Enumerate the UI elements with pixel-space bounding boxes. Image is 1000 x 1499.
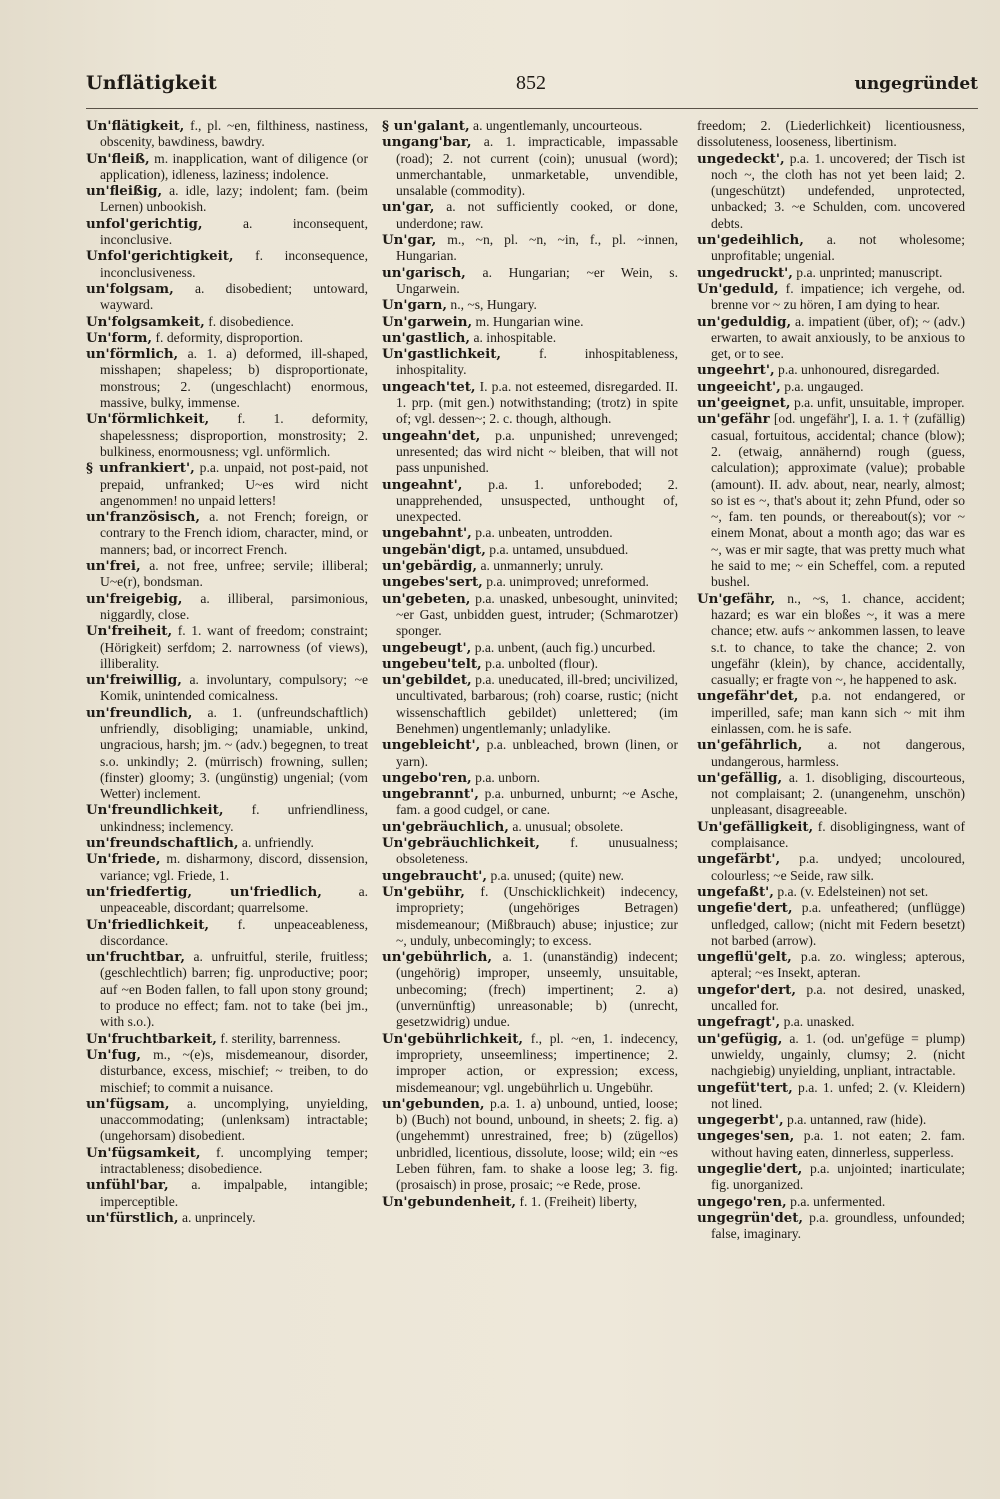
dictionary-entry — [86, 314, 368, 330]
headword: ungang'bar, — [382, 134, 472, 151]
dictionary-entry — [382, 199, 678, 232]
headword: ungedeckt', — [697, 150, 785, 167]
dictionary-entry — [382, 574, 678, 590]
dictionary-entry — [382, 525, 678, 541]
definition: a. idle, lazy; indolent; fam. (beim Lernen) unbookish. — [100, 183, 368, 215]
headword: ungebän'digt, — [382, 541, 486, 558]
definition: f. deformity, disproportion. — [155, 329, 303, 345]
headword: Un'freiheit, — [86, 623, 173, 640]
dictionary-entry — [382, 786, 678, 819]
definition: p.a. (v. Edelsteinen) not set. — [777, 883, 929, 899]
definition: p.a. 1. uncovered; der Tisch ist noch ~, the cloth has not yet been laid; 2. (ungeschützt) undefended, unprotected, unbacked; 3. ~e Schulden, com. uncovered debts. — [711, 150, 965, 231]
dictionary-entry — [86, 248, 368, 281]
dictionary-entry — [697, 884, 965, 900]
definition: p.a. unjointed; inarticulate; fig. unorganized. — [711, 1161, 966, 1193]
headword: Un'flätigkeit, — [86, 118, 185, 134]
dictionary-entry — [697, 1031, 965, 1080]
headword: un'geduldig, — [697, 313, 792, 330]
definition: a. ungentlemanly, uncourteous. — [473, 118, 643, 133]
headword: un'gebunden, — [382, 1095, 485, 1112]
headword: ungefragt', — [697, 1014, 781, 1031]
definition: a. impatient (über, of); ~ (adv.) erwarten, to await anxiously, to be anxious to get, or to see. — [711, 313, 965, 362]
dictionary-entry — [86, 705, 368, 803]
headword: ungegrün'det, — [697, 1209, 804, 1226]
headword: un'geeignet, — [697, 395, 791, 412]
dictionary-entry — [697, 314, 965, 363]
dictionary-entry — [382, 297, 678, 313]
headword: ungebeu'telt, — [382, 655, 482, 672]
definition: p.a. unasked, unbesought, uninvited; ~er Gast, unbidden guest, intruder; (Schmarotzer) sponger. — [396, 590, 679, 639]
dictionary-entry — [382, 346, 678, 379]
dictionary-entry — [86, 672, 368, 705]
dictionary-entry — [382, 558, 678, 574]
definition: a. not sufficiently cooked, or done, underdone; raw. — [396, 199, 678, 231]
definition: p.a. 1. a) unbound, untied, loose; b) (Buch) not bound, unbound, in sheets; 2. fig. a) (ungehemmt) unrestrained, free; b) (zügellos) unbridled, licentious, dissolute, loose; wild; ein ~es Leben führen, fam. to shake a loose leg; 3. fig. (prosaisch) in prose, prosaic; ~e Rede, prose. — [396, 1095, 678, 1193]
page-number: 852 — [516, 72, 546, 94]
dictionary-entry — [86, 216, 368, 249]
definition: p.a. unbeaten, untrodden. — [475, 525, 613, 541]
headword: ungefie'dert, — [697, 900, 793, 917]
dictionary-entry — [382, 1096, 678, 1194]
dictionary-entry — [86, 1047, 368, 1096]
headword: ungefor'dert, — [697, 981, 796, 998]
dictionary-entry — [382, 477, 678, 526]
definition: f. uncomplying temper; intractableness; disobedience. — [100, 1144, 368, 1176]
definition: a. 1. impracticable, impassable (road); 2. not current (coin); unusual (word); unmerchantable, unmarketable, unvendible, unsalable (commodity). — [396, 134, 678, 199]
headword: ungeges'sen, — [697, 1128, 795, 1145]
dictionary-entry — [86, 1031, 368, 1047]
headword: Un'gebundenheit, — [382, 1193, 517, 1210]
definition: p.a. unhonoured, disregarded. — [778, 362, 940, 378]
headword: un'gebeten, — [382, 590, 471, 607]
definition: p.a. not endangered, or imperilled, safe; man kann sich ~ mit ihm einlassen, com. he is safe. — [711, 688, 966, 736]
headword: un'friedfertig, un'friedlich, — [86, 883, 322, 900]
headword: ungego'ren, — [697, 1193, 787, 1210]
headword: ungeglie'dert, — [697, 1161, 803, 1177]
dictionary-entry — [86, 851, 368, 884]
headword: ungeflü'gelt, — [697, 949, 792, 966]
definition: p.a. groundless, unfounded; false, imaginary. — [711, 1209, 965, 1242]
definition: a. inconsequent, inconclusive. — [100, 215, 368, 248]
headword: Un'gebühr, — [382, 883, 465, 900]
headword: ungebo'ren, — [382, 769, 472, 786]
definition: p.a. unasked. — [783, 1014, 855, 1030]
definition: f. impatience; ich vergehe, od. brenne vor ~ zu hören, I am dying to hear. — [711, 280, 965, 313]
dictionary-entry — [86, 835, 368, 851]
dictionary-entry — [697, 1128, 965, 1161]
dictionary-entry — [86, 1145, 368, 1178]
definition: p.a. unbolted (flour). — [485, 655, 598, 671]
definition: p.a. untanned, raw (hide). — [787, 1112, 927, 1128]
page-header — [86, 72, 978, 102]
header-left-guide-word: Unflätigkeit — [86, 72, 218, 94]
headword: ungefüt'tert, — [697, 1079, 793, 1096]
headword: un'fleißig, — [86, 183, 163, 200]
definition: p.a. unfeathered; (unflügge) unfledged, callow; (nicht mit Federn besetzt) not barbed (arrow). — [711, 900, 965, 948]
headword: Un'form, — [86, 329, 153, 346]
dictionary-entry — [382, 949, 678, 1030]
headword: Un'garwein, — [382, 313, 473, 330]
dictionary-entry — [382, 1031, 678, 1096]
dictionary-entry — [382, 428, 678, 477]
headword: ungebrannt', — [382, 786, 479, 803]
definition: a. unfriendly. — [241, 835, 314, 851]
definition: f. 1. deformity, shapelessness; disproportion, monstrosity; 2. bulkiness, enormousness; vgl. unförmlich. — [100, 411, 368, 459]
definition: p.a. unborn. — [475, 769, 541, 785]
definition: f. disobedience. — [208, 313, 294, 329]
dictionary-entry — [86, 460, 368, 509]
dictionary-entry — [697, 591, 965, 689]
dictionary-entry — [86, 118, 368, 151]
headword: Un'folgsamkeit, — [86, 313, 205, 330]
definition: p.a. unfit, unsuitable, improper. — [793, 395, 965, 411]
headword: ungeehrt', — [697, 362, 775, 379]
headword: ungebahnt', — [382, 525, 472, 542]
dictionary-entry — [697, 411, 965, 590]
dictionary-entry — [382, 737, 678, 770]
definition: f. inconsequence, inconclusiveness. — [100, 248, 368, 280]
definition: f., pl. ~en, filthiness, nastiness, obscenity, bawdiness, bawdry. — [100, 118, 368, 150]
definition: a. 1. disobliging, discourteous, not complaisant; 2. (unangenehm, unschön) unpleasant, disagreeable. — [711, 769, 965, 818]
definition: p.a. 1. unfed; 2. (v. Kleidern) not lined. — [711, 1079, 965, 1111]
headword: un'gar, — [382, 199, 435, 216]
dictionary-entry — [697, 281, 965, 314]
dictionary-entry — [697, 949, 965, 982]
dictionary-entry — [86, 591, 368, 624]
definition: a. uncomplying, unyielding, unaccommodating; (unlenksam) intractable; (ungehorsam) disobedient. — [100, 1095, 368, 1144]
dictionary-entry — [697, 819, 965, 852]
headword: Un'fug, — [86, 1046, 142, 1063]
headword: Un'gefähr, — [697, 590, 776, 607]
dictionary-entry — [86, 1210, 368, 1226]
definition: f. unusualness; obsoleteness. — [396, 835, 678, 867]
dictionary-entry — [697, 395, 965, 411]
definition: p.a. unfermented. — [790, 1193, 886, 1209]
headword: un'französisch, — [86, 509, 201, 526]
dictionary-entry — [697, 1161, 965, 1194]
headword: Un'gar, — [382, 232, 437, 249]
headword: un'gefügig, — [697, 1030, 783, 1047]
definition: freedom; 2. (Liederlichkeit) licentiousness, dissoluteness, looseness, libertinism. — [697, 118, 965, 150]
dictionary-entry — [697, 151, 965, 232]
dictionary-entry — [382, 884, 678, 949]
dictionary-entry — [697, 1080, 965, 1113]
dictionary-entry — [86, 509, 368, 558]
headword: un'gefällig, — [697, 769, 783, 786]
definition: f. unpeaceableness, discordance. — [100, 916, 368, 948]
definition: a. not wholesome; unprofitable; ungenial. — [711, 232, 965, 264]
headword: Un'freundlichkeit, — [86, 802, 224, 819]
definition: a. illiberal, parsimonious, niggardly, close. — [100, 590, 368, 622]
column-2 — [382, 118, 678, 1210]
definition: p.a. unbent, (auch fig.) uncurbed. — [474, 639, 656, 655]
definition: [od. ungefähr'], I. a. 1. † (zufällig) casual, fortuitous, accidental; chance (blow); 2. (etwaig, annähernd) rough (guess, calculation); approximate (value); probable (amount). II. adv. about, near, nearly, almost; so ist es ~, that's about it; zehn Pfund, oder so ~, fam. ten pounds, or thereabout(s); vor ~ einem Monat, about a month ago; das war es ~, was er mir sagte, that was pretty much what he said to me; ~ ein Scheffel, com. a reputed bushel. — [711, 411, 965, 590]
header-rule — [86, 108, 978, 109]
definition: a. unmannerly; unruly. — [480, 558, 604, 574]
definition: p.a. 1. unforeboded; 2. unapprehended, unsuspected, unthought of, unexpected. — [396, 476, 678, 525]
dictionary-entry — [697, 362, 965, 378]
definition: p.a. unburned, unburnt; ~e Asche, fam. a good cudgel, or cane. — [396, 786, 678, 818]
headword: Un'geduld, — [697, 280, 779, 297]
dictionary-entry — [86, 884, 368, 917]
headword: ungeach'tet, — [382, 378, 476, 395]
headword: ungebleicht', — [382, 737, 481, 754]
dictionary-entry — [382, 656, 678, 672]
headword: Unfol'gerichtigkeit, — [86, 248, 234, 265]
headword: un'freundlich, — [86, 704, 193, 721]
definition: a. unpeaceable, discordant; quarrelsome. — [100, 883, 368, 916]
dictionary-entry — [382, 232, 678, 265]
definition: n., ~s, 1. chance, accident; hazard; es war ein bloßes ~, it was a mere chance; etw. aufs ~ ankommen lassen, to leave s.t. to chance, to take the chance; 2. von ungefähr (klein), by chance, accidentally, casually; er fragte von ~, he happened to ask. — [711, 590, 965, 688]
definition: f. sterility, barrenness. — [220, 1030, 341, 1046]
definition: m., ~(e)s, misdemeanour, disorder, disturbance, excess, mischief; ~ treiben, to do mischief; to commit a nuisance. — [100, 1046, 368, 1095]
dictionary-entry — [382, 379, 678, 428]
headword: un'gebührlich, — [382, 949, 493, 966]
dictionary-entry — [697, 900, 965, 949]
dictionary-entry — [697, 118, 965, 151]
headword: un'förmlich, — [86, 346, 179, 363]
headword: un'folgsam, — [86, 280, 174, 297]
dictionary-entry — [86, 1177, 368, 1210]
dictionary-entry — [86, 917, 368, 950]
definition: p.a. not desired, unasked, uncalled for. — [711, 981, 965, 1014]
dictionary-entry — [382, 672, 678, 737]
dictionary-entry — [697, 851, 965, 884]
definition: a. disobedient; untoward, wayward. — [100, 280, 368, 313]
dictionary-entry — [697, 770, 965, 819]
definition: f. disobligingness, want of complaisance. — [711, 818, 966, 851]
dictionary-entry — [382, 591, 678, 640]
headword: Un'fleiß, — [86, 150, 150, 167]
headword: un'fruchtbar, — [86, 949, 185, 966]
dictionary-entry — [86, 330, 368, 346]
definition: p.a. uneducated, ill-bred; uncivilized, uncultivated, barbarous; (roh) coarse, rustic; (nicht wissenschaftlich gebildet) unlettered; (im Benehmen) ungentlemanly; unladylike. — [396, 672, 678, 736]
headword: un'gebärdig, — [382, 558, 478, 575]
headword: un'freundschaftlich, — [86, 835, 239, 852]
headword: ungeeicht', — [697, 378, 781, 395]
dictionary-entry — [382, 640, 678, 656]
headword: un'gastlich, — [382, 329, 471, 346]
dictionary-entry — [382, 314, 678, 330]
definition: p.a. ungauged. — [784, 378, 864, 394]
headword: Un'gebräuchlichkeit, — [382, 835, 540, 852]
definition: a. inhospitable. — [473, 329, 557, 345]
definition: p.a. unprinted; manuscript. — [796, 264, 943, 280]
headword: ungefähr'det, — [697, 688, 799, 705]
headword: ungefärbt', — [697, 851, 781, 868]
dictionary-entry — [382, 330, 678, 346]
definition: f. (Unschicklichkeit) indecency, impropriety; (ungehöriges Betragen) misdemeanour; (Mißbrauch) abuse; injustice; zur ~, unduly, unbecomingly; to excess. — [396, 883, 678, 948]
dictionary-entry — [86, 346, 368, 411]
headword: un'fürstlich, — [86, 1209, 179, 1226]
definition: m. inapplication, want of diligence (or application), idleness, laziness; indolence. — [100, 150, 368, 182]
dictionary-entry — [86, 949, 368, 1030]
definition: p.a. unused; (quite) new. — [490, 867, 624, 883]
dictionary-entry — [382, 134, 678, 199]
dictionary-entry — [382, 265, 678, 298]
definition: p.a. 1. not eaten; 2. fam. without having eaten, dinnerless, supperless. — [711, 1128, 965, 1160]
headword: Un'förmlichkeit, — [86, 411, 210, 428]
dictionary-entry — [382, 542, 678, 558]
definition: a. unusual; obsolete. — [512, 818, 624, 834]
definition: a. Hungarian; ~er Wein, s. Ungarwein. — [396, 264, 678, 296]
definition: a. 1. (unfreundschaftlich) unfriendly, disobliging; unamiable, unkind, ungracious, harsh; jm. ~ (adv.) begegnen, to treat s.o. unkindly; 2. (mürrisch) frowning, sullen; (finster) gloomy; 3. (ungünstig) ungenial; (vom Wetter) inclement. — [100, 704, 368, 802]
definition: a. 1. (od. un'gefüge = plump) unwieldy, ungainly, clumsy; 2. (nicht nachgiebig) unyielding, unpliant, intractable. — [711, 1030, 965, 1079]
headword: unfol'gerichtig, — [86, 215, 203, 232]
definition: a. unprincely. — [181, 1209, 256, 1225]
definition: p.a. unimproved; unreformed. — [486, 574, 649, 590]
definition: f., pl. ~en, 1. indecency, impropriety, unseemliness; impertinence; 2. improper action, or expression; excess, misdemeanour; vgl. ungebührlich u. Ungebühr. — [396, 1030, 678, 1095]
definition: a. involuntary, compulsory; ~e Komik, unintended comicalness. — [100, 672, 368, 704]
headword: un'garisch, — [382, 264, 466, 281]
dictionary-entry — [697, 1210, 965, 1243]
header-right-guide-word: ungegründet — [854, 74, 978, 94]
definition: a. not French; foreign, or contrary to the French idiom, character, mind, or manners; bad, or incorrect French. — [100, 509, 368, 557]
headword: Un'fruchtbarkeit, — [86, 1030, 217, 1047]
definition: m. disharmony, discord, dissension, variance; vgl. Friede, 1. — [100, 851, 368, 883]
dictionary-entry — [697, 1112, 965, 1128]
dictionary-entry — [382, 819, 678, 835]
headword: ungefaßt', — [697, 883, 774, 900]
definition: p.a. unpunished; unrevenged; unresented; das wird nicht ~ bleiben, that will not pass unpunished. — [396, 427, 678, 476]
dictionary-entry — [86, 1096, 368, 1145]
dictionary-entry — [382, 1194, 678, 1210]
dictionary-entry — [86, 802, 368, 835]
dictionary-entry — [86, 183, 368, 216]
headword: Un'gebührlichkeit, — [382, 1030, 524, 1047]
dictionary-entry — [697, 265, 965, 281]
definition: a. impalpable, intangible; imperceptible. — [100, 1177, 368, 1209]
headword: ungebes'sert, — [382, 574, 483, 591]
headword: ungeahnt', — [382, 476, 463, 493]
definition: a. not dangerous, undangerous, harmless. — [711, 737, 965, 769]
headword: Un'gastlichkeit, — [382, 346, 502, 363]
dictionary-entry — [382, 118, 678, 134]
headword: ungebeugt', — [382, 639, 472, 656]
headword: unfühl'bar, — [86, 1177, 169, 1194]
dictionary-entry — [382, 835, 678, 868]
headword: un'freigebig, — [86, 590, 183, 607]
definition: m., ~n, pl. ~n, ~in, f., pl. ~innen, Hungarian. — [396, 232, 678, 264]
headword: Un'friedlichkeit, — [86, 916, 210, 933]
headword: un'gebildet, — [382, 672, 472, 689]
dictionary-entry — [697, 1194, 965, 1210]
definition: p.a. zo. wingless; apterous, apteral; ~es Insekt, apteran. — [711, 949, 966, 981]
column-3 — [697, 118, 965, 1242]
definition: p.a. unpaid, not post-paid, not prepaid, unfranked; U~es wird nicht angenommen! no unpaid letters! — [100, 460, 368, 508]
headword: un'frei, — [86, 558, 141, 575]
definition: p.a. untamed, unsubdued. — [489, 541, 629, 557]
headword: Un'friede, — [86, 851, 161, 868]
definition: I. p.a. not esteemed, disregarded. II. 1. prp. (mit gen.) notwithstanding; (trotz) in spite of; vgl. dessen~; 2. c. though, although. — [396, 378, 678, 427]
headword: Un'garn, — [382, 297, 448, 314]
dictionary-entry — [697, 379, 965, 395]
headword: § unfrankiert', — [86, 460, 195, 477]
headword: ungeahn'det, — [382, 427, 481, 444]
dictionary-entry — [86, 151, 368, 184]
definition: f. 1. (Freiheit) liberty, — [519, 1193, 638, 1209]
definition: f. inhospitableness, inhospitality. — [396, 346, 678, 378]
dictionary-entry — [382, 770, 678, 786]
headword: un'freiwillig, — [86, 672, 182, 689]
definition: m. Hungarian wine. — [475, 313, 584, 329]
headword: ungegerbt', — [697, 1112, 784, 1129]
headword: ungedruckt', — [697, 264, 793, 281]
dictionary-entry — [86, 281, 368, 314]
definition: a. not free, unfree; servile; illiberal; U~e(r), bondsman. — [100, 558, 368, 590]
definition: a. 1. a) deformed, ill-shaped, misshapen; shapeless; b) disproportionate, monstrous; 2. (ungeschlacht) enormous, massive, bulky, immense. — [100, 346, 368, 411]
dictionary-entry — [86, 623, 368, 672]
definition: a. 1. (unanständig) indecent; (ungehörig) improper, unseemly, unsuitable, unbecoming; (frech) impertinent; 2. a) (unvernünftig) unreasonable; b) (unrecht, gesetzwidrig) undue. — [396, 949, 678, 1030]
headword: ungebraucht', — [382, 867, 488, 884]
dictionary-entry — [86, 558, 368, 591]
headword: § un'galant, — [382, 118, 470, 134]
headword: un'gebräuchlich, — [382, 818, 509, 835]
column-1 — [86, 118, 368, 1226]
definition: p.a. unbleached, brown (linen, or yarn). — [396, 737, 678, 769]
headword: Un'gefälligkeit, — [697, 818, 814, 835]
headword: Un'fügsamkeit, — [86, 1144, 201, 1161]
headword: un'gedeihlich, — [697, 232, 804, 249]
definition: f. unfriendliness, unkindness; inclemency. — [100, 802, 368, 834]
dictionary-entry — [697, 232, 965, 265]
headword: un'gefährlich, — [697, 737, 803, 754]
dictionary-entry — [382, 868, 678, 884]
definition: p.a. undyed; uncoloured, colourless; ~e Seide, raw silk. — [711, 851, 965, 883]
dictionary-entry — [697, 688, 965, 737]
dictionary-entry — [697, 982, 965, 1015]
definition: f. 1. want of freedom; constraint; (Hörigkeit) serfdom; 2. narrowness (of views), illiberality. — [100, 623, 368, 671]
headword: un'fügsam, — [86, 1095, 170, 1112]
definition: a. unfruitful, sterile, fruitless; (geschlechtlich) barren; fig. unproductive; poor; auf ~en Boden fallen, to fall upon stony ground; to produce no effect; fam. not to take (bei jm., with s.o.). — [100, 949, 368, 1030]
dictionary-entry — [697, 1014, 965, 1030]
definition: n., ~s, Hungary. — [450, 297, 537, 313]
headword: un'gefähr — [697, 411, 770, 428]
dictionary-entry — [697, 737, 965, 770]
dictionary-entry — [86, 411, 368, 460]
